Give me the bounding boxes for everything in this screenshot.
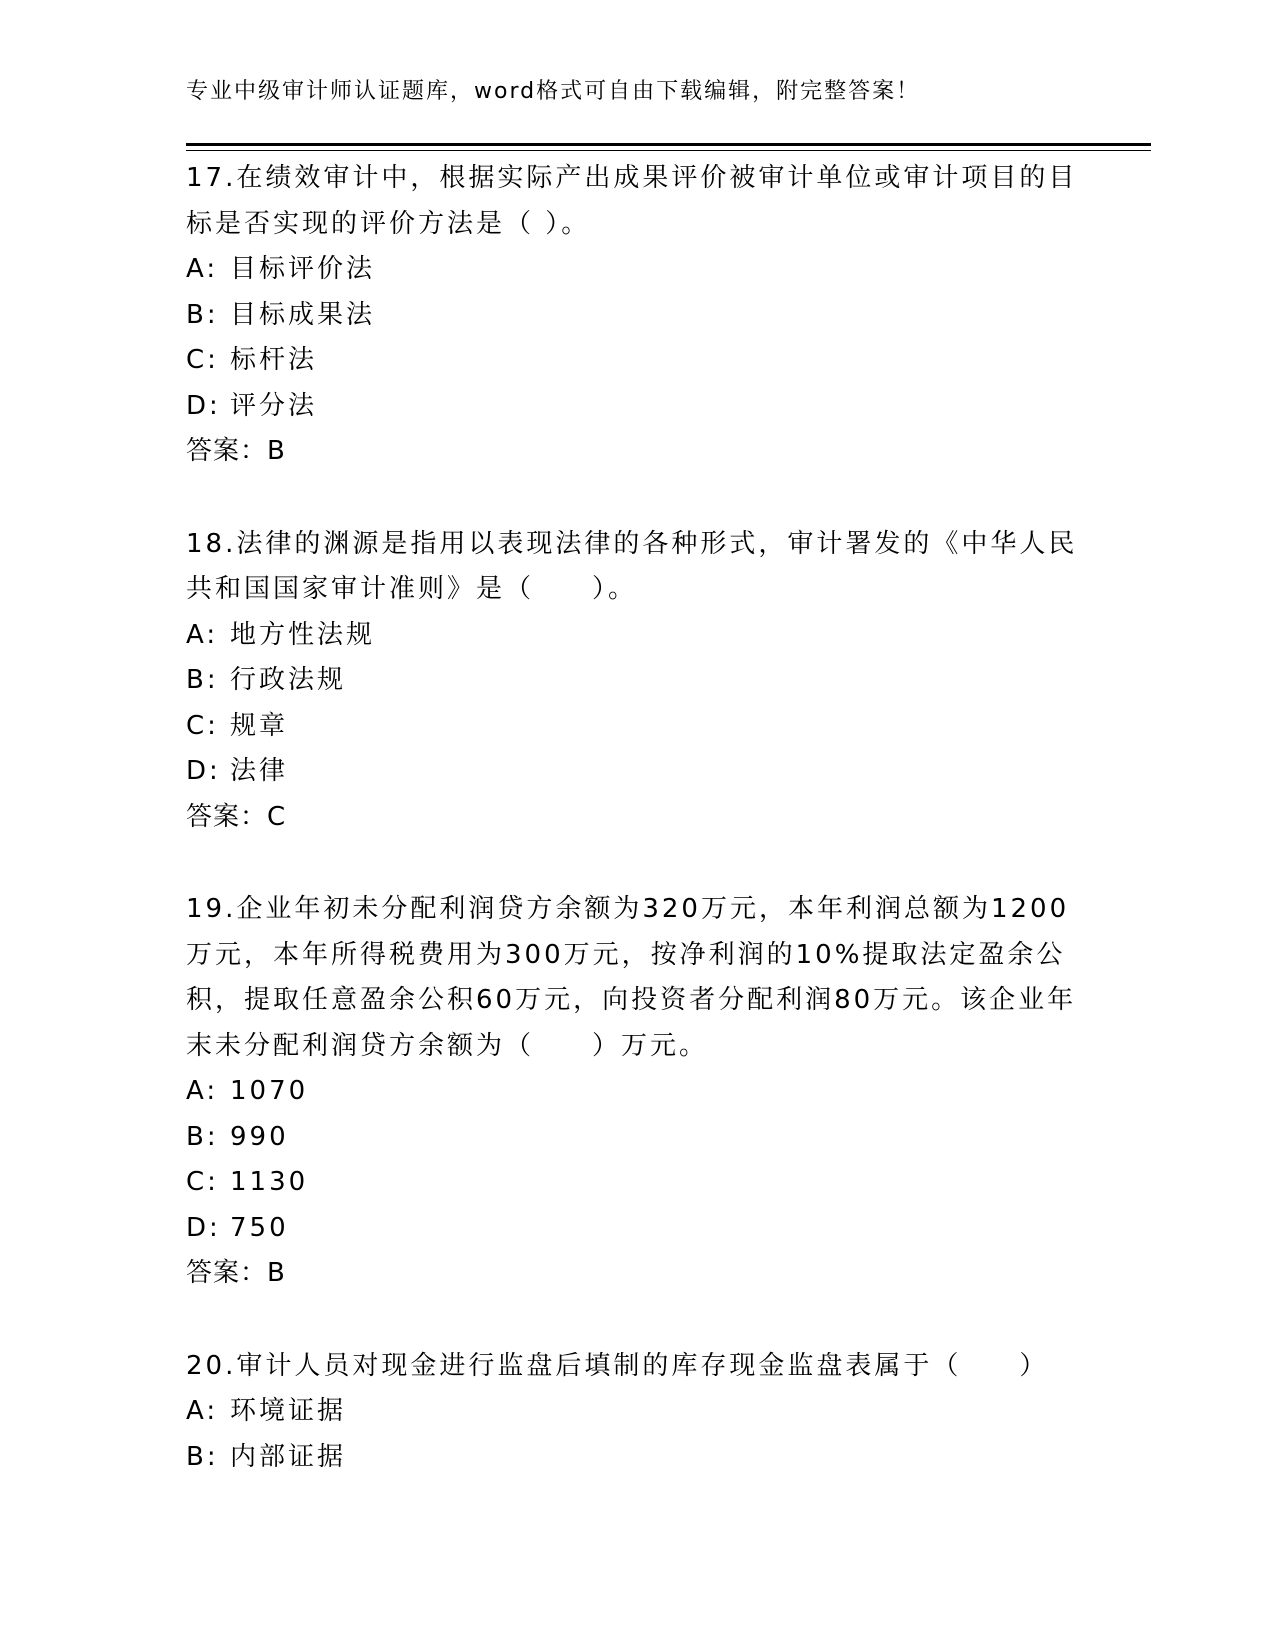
option-key: A:: [186, 1076, 219, 1106]
question-list: [186, 156, 1086, 1527]
question-20: [186, 1344, 1086, 1481]
option-key: B:: [186, 1441, 219, 1472]
option-key: A:: [186, 254, 219, 284]
option-c: [186, 338, 1086, 384]
option-d: [186, 1206, 1086, 1252]
option-key: D:: [186, 1212, 221, 1243]
option-b: [186, 293, 1086, 339]
question-18: [186, 522, 1086, 841]
answer-line: 答案：B: [186, 1258, 286, 1288]
option-a: [186, 1389, 1086, 1435]
option-text: 750: [230, 1212, 289, 1243]
option-key: D:: [186, 756, 221, 786]
option-key: D:: [186, 390, 221, 421]
option-a: [186, 247, 1086, 293]
option-text: 评分法: [230, 390, 318, 421]
option-text: 标杆法: [230, 345, 318, 375]
option-key: A:: [186, 619, 219, 650]
option-text: 法律: [230, 756, 289, 786]
header-rule-thick: [186, 143, 1151, 146]
option-b: [186, 1435, 1086, 1481]
option-text: 990: [230, 1121, 289, 1152]
question-stem: 19.企业年初未分配利润贷方余额为320万元，本年利润总额为1200万元，本年所得税费用为300万元，按净利润的10%提取法定盈余公积，提取任意盈余公积60万元，向投资者分配利润80万元。该企业年末未分配利润贷方余额为（ ）万元。: [186, 894, 1077, 1061]
option-a: [186, 1069, 1086, 1115]
header-rule-thin: [186, 150, 1151, 151]
question-17: [186, 156, 1086, 475]
option-c: [186, 704, 1086, 750]
page-header: 专业中级审计师认证题库，word格式可自由下载编辑，附完整答案！: [186, 79, 921, 104]
option-key: C:: [186, 345, 219, 375]
option-text: 目标成果法: [230, 299, 376, 330]
option-text: 规章: [230, 710, 289, 741]
question-stem: 18.法律的渊源是指用以表现法律的各种形式，审计署发的《中华人民共和国国家审计准则》是（ ）。: [186, 528, 1078, 604]
question-stem: 20.审计人员对现金进行监盘后填制的库存现金监盘表属于（ ）: [186, 1350, 1049, 1381]
option-text: 地方性法规: [230, 619, 376, 650]
answer-line: 答案：C: [186, 801, 287, 832]
option-key: B:: [186, 1121, 219, 1152]
option-key: C:: [186, 710, 219, 741]
option-d: [186, 749, 1086, 795]
option-key: B:: [186, 665, 219, 695]
option-text: 1130: [230, 1167, 309, 1197]
option-c: [186, 1160, 1086, 1206]
option-key: A:: [186, 1396, 219, 1426]
option-key: B:: [186, 299, 219, 330]
question-stem: 17.在绩效审计中，根据实际产出成果评价被审计单位或审计项目的目标是否实现的评价方法是（ ）。: [186, 163, 1078, 239]
option-text: 目标评价法: [230, 254, 376, 284]
option-text: 行政法规: [230, 665, 347, 695]
option-text: 1070: [230, 1076, 309, 1106]
option-key: C:: [186, 1167, 219, 1197]
question-19: [186, 887, 1086, 1297]
option-b: [186, 1115, 1086, 1161]
option-d: [186, 384, 1086, 430]
answer-line: 答案：B: [186, 436, 286, 466]
option-text: 环境证据: [230, 1396, 347, 1426]
option-b: [186, 658, 1086, 704]
option-a: [186, 613, 1086, 659]
option-text: 内部证据: [230, 1441, 347, 1472]
